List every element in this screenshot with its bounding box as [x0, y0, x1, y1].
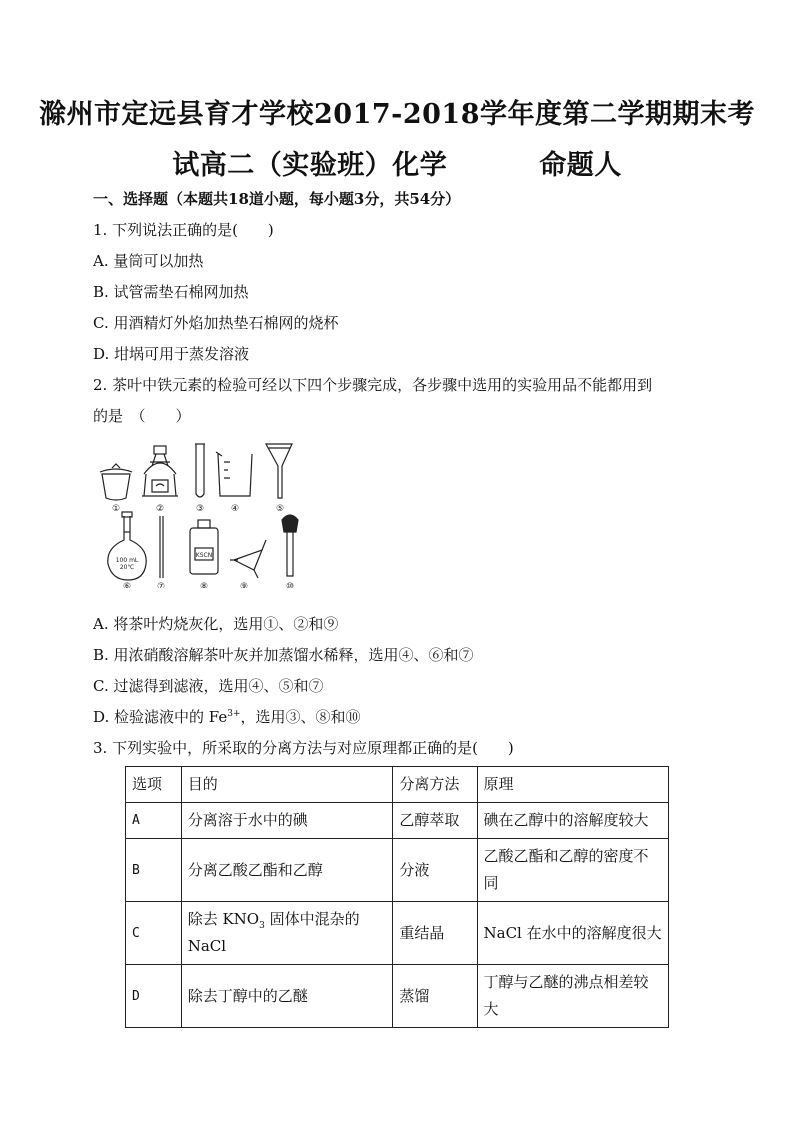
figure-label: ⑤	[275, 504, 285, 514]
figure-label: ①	[111, 504, 121, 514]
q2-option-b: B. 用浓硝酸溶解茶叶灰并加蒸馏水稀释，选用④、⑥和⑦	[93, 646, 474, 664]
q1-option-a: A. 量筒可以加热	[93, 252, 204, 270]
table-cell: 碘在乙醇中的溶解度较大	[477, 803, 669, 839]
table-header-cell: 选项	[126, 767, 182, 803]
svg-text:20℃: 20℃	[119, 564, 135, 571]
table-cell: A	[126, 803, 182, 839]
table-cell: 乙醇萃取	[393, 803, 477, 839]
q2-option-a: A. 将茶叶灼烧灰化，选用①、②和⑨	[93, 615, 339, 633]
beaker-icon	[216, 452, 252, 496]
q1-stem: 1. 下列说法正确的是( )	[93, 221, 274, 239]
lab-equipment-figure	[94, 436, 314, 588]
table-row	[126, 965, 669, 1028]
table-row	[126, 902, 669, 965]
q2-option-d: D. 检验滤液中的 $Fe^{3+}$，选用③、⑧和⑩	[93, 708, 361, 726]
table-cell: 丁醇与乙醚的沸点相差较大	[477, 965, 669, 1028]
volumetric-flask-icon	[108, 512, 146, 580]
figure-label: ⑨	[239, 582, 249, 588]
figure-label: ②	[155, 504, 165, 514]
page-title-line1: 滁州市定远县育才学校2017-2018学年度第二学期期末考	[39, 99, 755, 130]
glass-rod-icon	[160, 516, 163, 578]
exam-author: 命题人	[539, 150, 622, 181]
table-cell: NaCl 在水中的溶解度很大	[477, 902, 669, 965]
table-cell: 除去 $KNO_3$ 固体中混杂的 NaCl	[181, 902, 393, 965]
table-row	[126, 839, 669, 902]
q3-stem: 3. 下列实验中，所采取的分离方法与对应原理都正确的是( )	[93, 739, 514, 757]
q1-option-b: B. 试管需垫石棉网加热	[93, 283, 249, 301]
section-heading: 一、选择题（本题共18道小题，每小题3分，共54分）	[93, 190, 461, 208]
figure-label: ④	[230, 504, 240, 514]
figure-label: ③	[195, 504, 205, 514]
figure-label: ⑦	[156, 582, 166, 588]
table-cell: B	[126, 839, 182, 902]
reagent-bottle-icon	[190, 520, 218, 574]
table-cell: C	[126, 902, 182, 965]
q1-option-c: C. 用酒精灯外焰加热垫石棉网的烧杯	[93, 314, 339, 332]
page-title-line2	[0, 143, 794, 182]
funnel-icon	[266, 444, 292, 498]
table-cell: 分离溶于水中的碘	[181, 803, 393, 839]
table-cell: D	[126, 965, 182, 1028]
figure-label: ⑥	[122, 582, 132, 588]
table-cell: 蒸馏	[393, 965, 477, 1028]
burner-icon	[142, 446, 178, 496]
clay-triangle-icon	[230, 540, 266, 578]
table-cell: 除去丁醇中的乙醚	[181, 965, 393, 1028]
q2-stem-line1: 2. 茶叶中铁元素的检验可经以下四个步骤完成，各步骤中选用的实验用品不能都用到	[93, 376, 653, 394]
svg-text:100 mL: 100 mL	[115, 557, 139, 564]
table-cell: 重结晶	[393, 902, 477, 965]
exam-subject: 试高二（实验班）化学	[172, 150, 448, 181]
table-header-cell: 分离方法	[393, 767, 477, 803]
table-cell: 分液	[393, 839, 477, 902]
table-cell: 乙酸乙酯和乙醇的密度不同	[477, 839, 669, 902]
q1-option-d: D. 坩埚可用于蒸发溶液	[93, 345, 250, 363]
q2-stem-line2: 的是 （ ）	[93, 407, 191, 425]
table-row	[126, 803, 669, 839]
figure-label: ⑩	[285, 582, 295, 588]
table-cell: 分离乙酸乙酯和乙醇	[181, 839, 393, 902]
svg-text:KSCN: KSCN	[195, 552, 213, 559]
dropper-icon	[282, 515, 298, 576]
test-tube-icon	[195, 444, 205, 497]
figure-label: ⑧	[199, 582, 209, 588]
table-header-cell: 目的	[181, 767, 393, 803]
table-header-cell: 原理	[477, 767, 669, 803]
table-header-row	[126, 767, 669, 803]
q3-table	[125, 766, 669, 1028]
crucible-icon	[100, 464, 132, 500]
q2-option-c: C. 过滤得到滤液，选用④、⑤和⑦	[93, 677, 324, 695]
